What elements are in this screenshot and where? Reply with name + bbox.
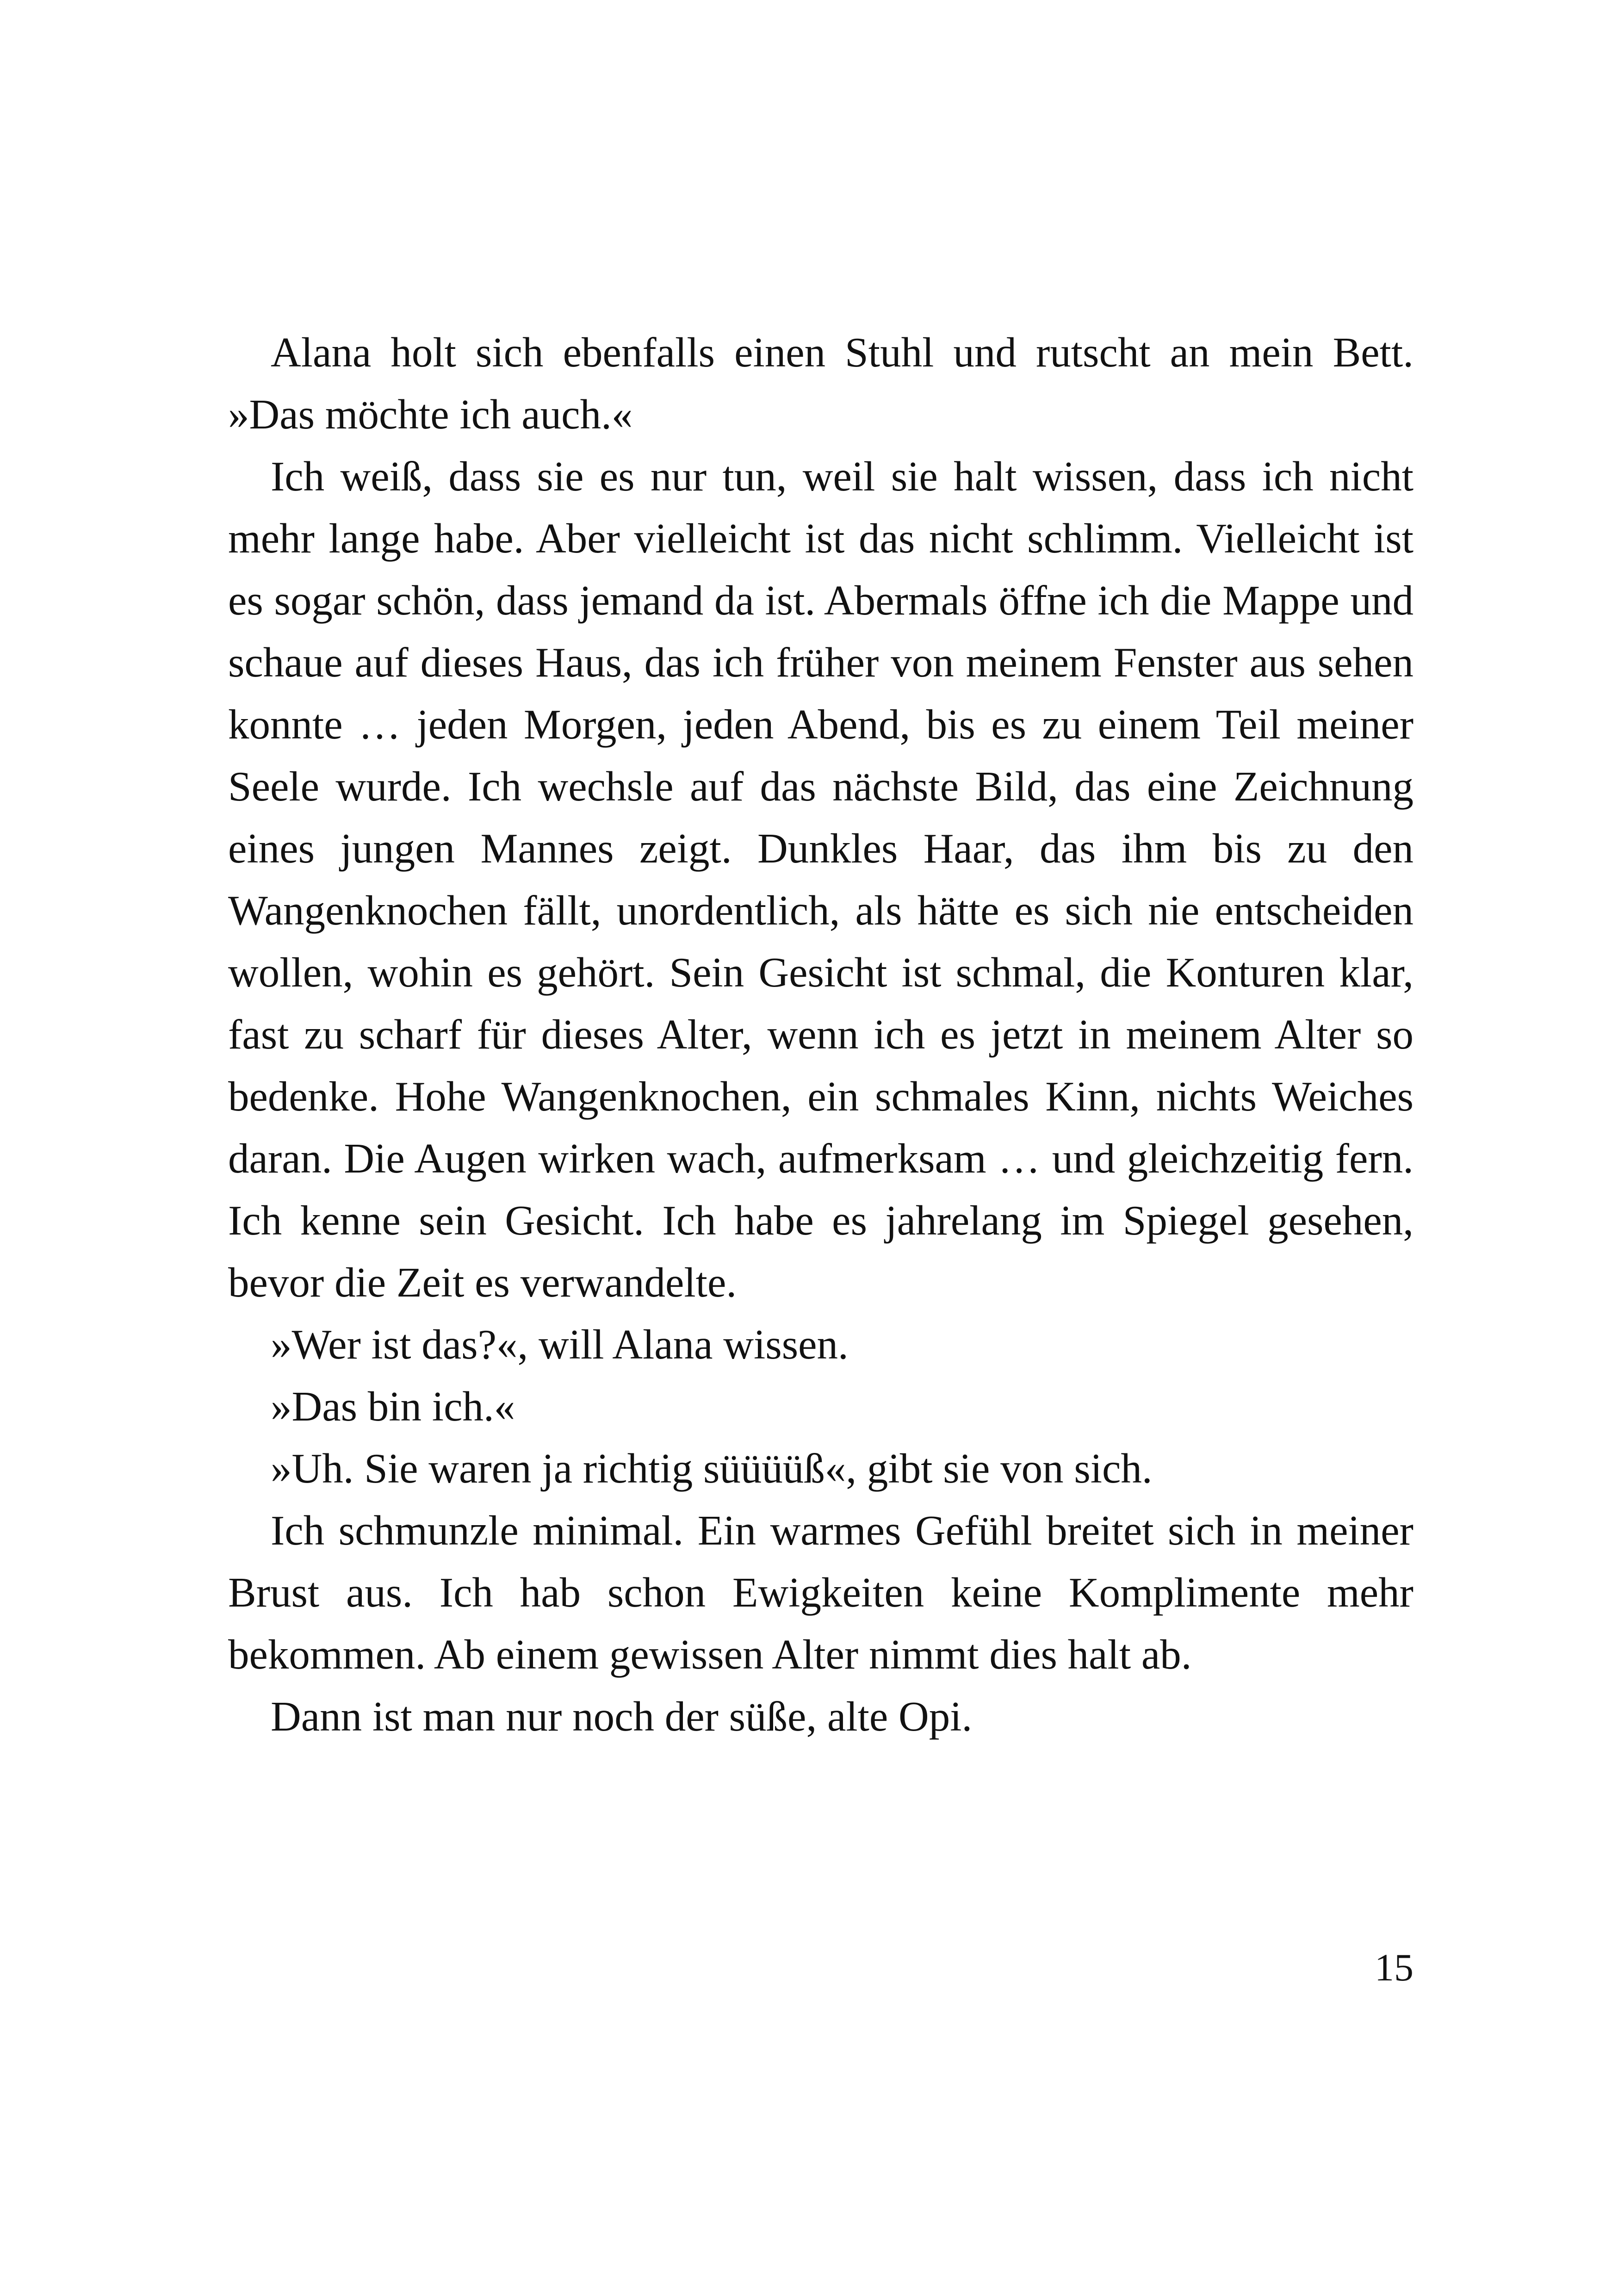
paragraph-5: »Uh. Sie waren ja richtig süüüüß«, gibt sie von sich. [271, 1445, 1153, 1492]
paragraph-1: Alana holt sich ebenfalls einen Stuhl und rutscht an mein Bett. »Das möchte ich auch.« [228, 329, 1413, 438]
page-number: 15 [1375, 1946, 1413, 1989]
paragraph-6: Ich schmunzle minimal. Ein warmes Gefühl breitet sich in meiner Brust aus. Ich hab schon Ewigkeiten keine Komplimente mehr bekommen. Ab einem gewissen Alter nimmt dies halt ab. [228, 1507, 1413, 1678]
paragraph-3: »Wer ist das?«, will Alana wissen. [271, 1321, 849, 1368]
paragraph-2: Ich weiß, dass sie es nur tun, weil sie halt wissen, dass ich nicht mehr lange habe. Aber vielleicht ist das nicht schlimm. Vielleicht ist es sogar schön, dass jemand da ist. Abermals öffne ich die Mappe und schaue auf dieses Haus, das ich früher von meinem Fenster aus sehen konnte … jeden Morgen, jeden Abend, bis es zu einem Teil meiner Seele wurde. Ich wechsle auf das nächste Bild, das eine Zeichnung eines jungen Mannes zeigt. Dunkles Haar, das ihm bis zu den Wangenknochen fällt, unordentlich, als hätte es sich nie entscheiden wollen, wohin es gehört. Sein Gesicht ist schmal, die Konturen klar, fast zu scharf für dieses Alter, wenn ich es jetzt in meinem Alter so bedenke. Hohe Wangenknochen, ein schmales Kinn, nichts Weiches daran. Die Augen wirken wach, aufmerksam … und gleichzeitig fern. Ich kenne sein Gesicht. Ich habe es jahrelang im Spiegel gesehen, bevor die Zeit es verwandelte. [228, 453, 1413, 1306]
paragraph-7: Dann ist man nur noch der süße, alte Opi. [271, 1693, 973, 1740]
body-text [228, 322, 1413, 1748]
paragraph-4: »Das bin ich.« [271, 1383, 515, 1430]
